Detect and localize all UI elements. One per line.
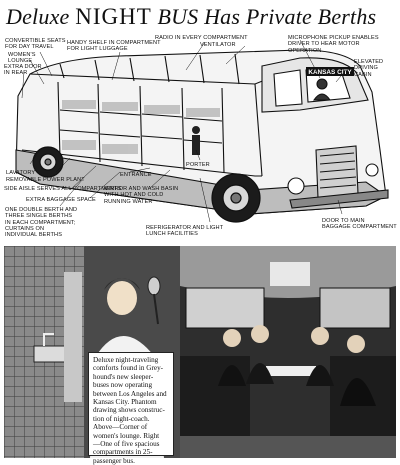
callout-microphone: [288, 35, 379, 54]
callout-handy-shelf-line2: FOR LIGHT LUGGAGE: [67, 46, 128, 53]
callout-elevated-cabin-line2: DRIVING: [354, 65, 379, 72]
callout-elevated-cabin-line3: CABIN: [354, 71, 372, 78]
compartment-illustration: [180, 246, 396, 458]
callout-baggage-door-line2: BAGGAGE COMPARTMENT: [322, 224, 397, 231]
caption-line: —One of five spacious: [93, 440, 160, 449]
callout-refrigerator-line2: LUNCH FACILITIES: [146, 231, 198, 238]
callout-berths-line4: CURTAINS ON: [5, 225, 45, 232]
callout-refrigerator: [146, 225, 223, 238]
callout-womens-lounge: [8, 52, 36, 65]
caption-line: buses now operating: [93, 381, 153, 390]
callout-berths-line2: THREE SINGLE BERTHS: [5, 213, 73, 220]
callout-side-aisle-line1: SIDE AISLE SERVES ALL COMPARTMENTS: [4, 186, 122, 192]
callout-microphone-line3: OPERATION: [288, 47, 322, 54]
caption-line: drawing shows construc-: [93, 406, 165, 415]
callout-power-plant-line1: REMOVABLE POWER PLANT: [6, 177, 85, 183]
callout-entrance: [120, 172, 152, 178]
callout-refrigerator-line1: REFRIGERATOR AND LIGHT: [146, 225, 224, 231]
front-wheel: [212, 174, 260, 222]
caption-line: Deluxe night-traveling: [93, 356, 159, 364]
callout-berths-line5: INDIVIDUAL BERTHS: [5, 232, 63, 239]
callout-mirror-basin-line3: RUNNING WATER: [104, 198, 153, 205]
callout-elevated-cabin-line1: ELEVATED: [354, 59, 384, 65]
callout-elevated-cabin: [354, 59, 383, 78]
callout-ventilator: [200, 42, 236, 48]
headline-word-night: NIGHT: [75, 4, 152, 29]
caption-line: passenger bus.: [93, 456, 135, 465]
callout-power-plant: [6, 177, 85, 183]
caption-line: tion of night-coach.: [93, 414, 150, 423]
destination-sign: [306, 67, 354, 76]
callout-berths: [5, 207, 77, 238]
destination-sign-text: KANSAS CITY: [308, 69, 352, 77]
callout-extra-door: [4, 64, 42, 77]
rear-wheel: [33, 147, 63, 177]
callout-convertible-seats-line1: CONVERTIBLE SEATS: [5, 38, 66, 44]
callout-baggage-space: [26, 197, 96, 203]
callout-convertible-seats-line2: FOR DAY TRAVEL: [5, 44, 54, 51]
mirror-panel: [64, 272, 82, 402]
callout-microphone-line1: MICROPHONE PICKUP ENABLES: [288, 35, 379, 41]
callout-radio-line1: RADIO IN EVERY COMPARTMENT: [155, 35, 248, 41]
caption-line: between Los Angeles and: [93, 389, 167, 398]
callout-womens-lounge-line2: LOUNGE: [8, 58, 33, 65]
callout-ventilator-line1: VENTILATOR: [200, 42, 236, 48]
compartment-photo: [180, 246, 396, 458]
callout-womens-lounge-line1: WOMEN'S: [8, 52, 36, 58]
callout-mirror-basin-line1: MIRROR AND WASH BASIN: [104, 186, 179, 192]
callout-handy-shelf-line1: HANDY SHELF IN COMPARTMENT: [67, 40, 161, 46]
callout-lavatory: [6, 170, 35, 176]
callout-mirror-basin-line2: WITH HOT AND COLD: [104, 192, 164, 199]
callout-porter: [186, 162, 210, 168]
callout-berths-line3: IN EACH COMPARTMENT;: [5, 219, 76, 226]
upper-berth-left: [186, 288, 264, 328]
callout-mirror-basin: [104, 186, 178, 205]
callout-porter-line1: PORTER: [186, 162, 210, 168]
callout-radio: [155, 35, 248, 41]
callout-lavatory-line1: LAVATORY: [6, 170, 36, 176]
callout-convertible-seats: [5, 38, 66, 51]
photo-row: [0, 246, 400, 460]
caption-line: Above—Corner of: [93, 423, 148, 432]
caption-line: Kansas City. Phantom: [93, 398, 157, 407]
callout-berths-line1: ONE DOUBLE BERTH AND: [5, 207, 78, 213]
caption-line: women's lounge. Right: [93, 431, 160, 440]
callout-extra-door-line1: EXTRA DOOR: [4, 64, 42, 70]
callout-baggage-door: [322, 218, 397, 231]
center-table: [266, 366, 316, 376]
callout-extra-door-line2: IN REAR: [4, 70, 28, 77]
callout-handy-shelf: [67, 40, 161, 53]
headline-rest: BUS Has Private Berths: [157, 4, 377, 29]
ceiling-light: [270, 262, 310, 286]
caption-line: hound's new sleeper-: [93, 372, 154, 381]
callout-microphone-line2: DRIVER TO HEAR MOTOR: [288, 41, 360, 48]
callout-entrance-line1: ENTRANCE: [120, 172, 152, 178]
callout-baggage-door-line1: DOOR TO MAIN: [322, 218, 365, 224]
callout-baggage-space-line1: EXTRA BAGGAGE SPACE: [26, 197, 96, 203]
photo-caption: [88, 352, 174, 465]
headline-word-deluxe: Deluxe: [6, 4, 70, 29]
floor: [180, 436, 396, 458]
upper-berth-right: [320, 288, 390, 328]
caption-line: compartments in 25-: [93, 448, 153, 457]
caption-line: comforts found in Grey-: [93, 364, 164, 373]
